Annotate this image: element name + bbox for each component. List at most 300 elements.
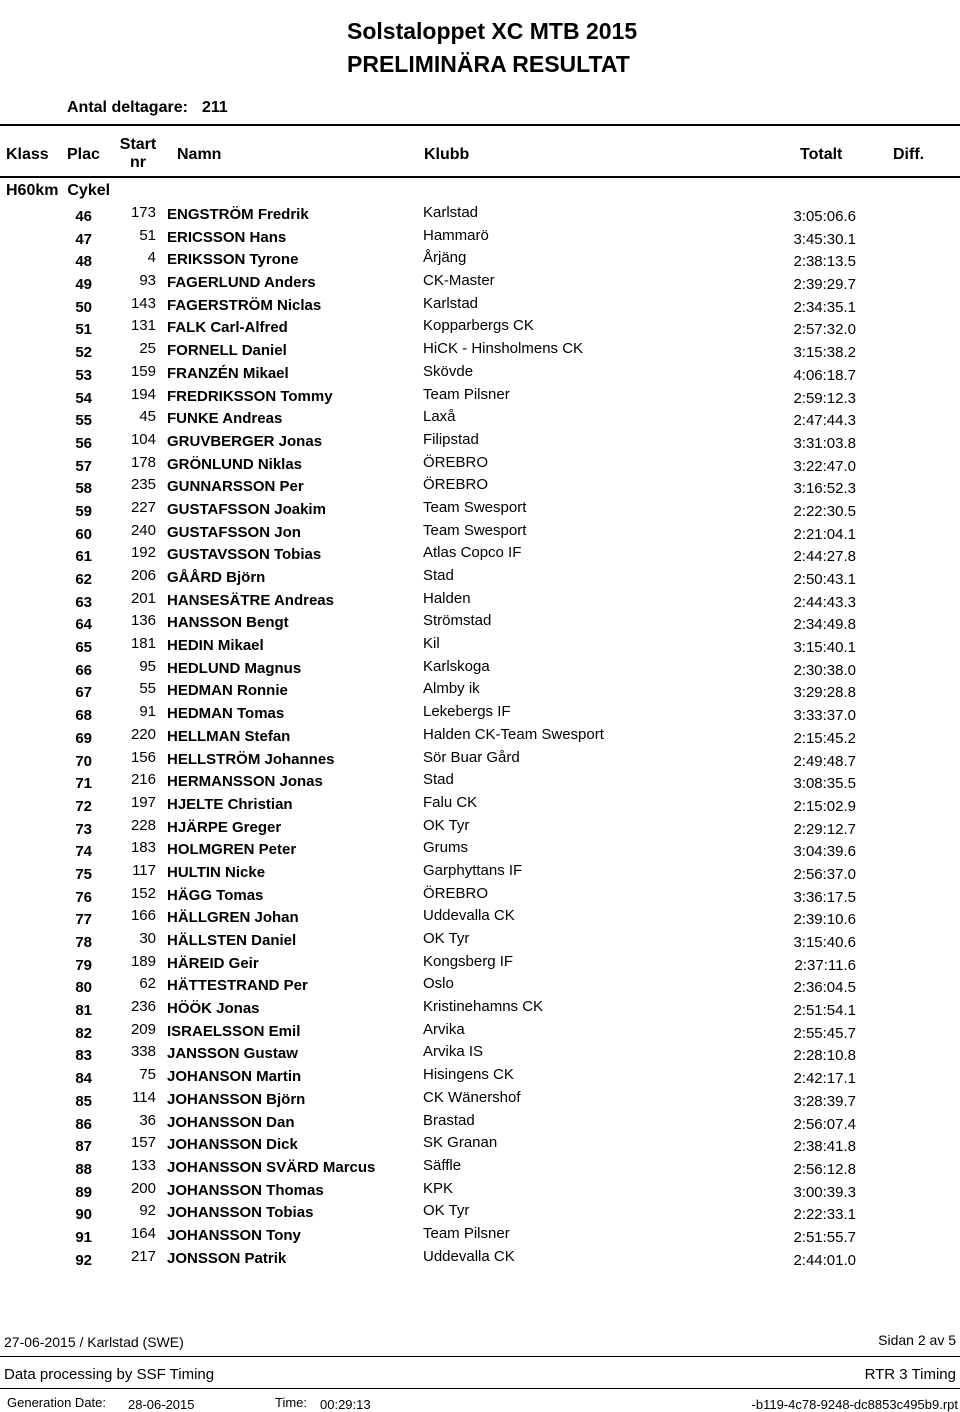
result-start-nr: 181 (130, 635, 156, 653)
result-total-time: 2:51:55.7 (793, 1228, 856, 1246)
result-club: Karlstad (423, 204, 479, 221)
result-name: FAGERLUND Anders (167, 274, 316, 292)
result-name: ERICSSON Hans (167, 228, 287, 246)
result-place: 48 (75, 253, 92, 271)
result-total-time: 2:55:45.7 (793, 1024, 856, 1042)
result-total-time: 2:38:41.8 (793, 1138, 856, 1156)
result-club: Stad (423, 771, 454, 789)
result-place: 65 (75, 639, 92, 657)
result-name: JOHANSON Martin (167, 1068, 302, 1086)
result-start-nr: 206 (130, 567, 156, 584)
result-name: FREDRIKSSON Tommy (167, 387, 333, 405)
result-name: HANSSON Bengt (167, 614, 289, 632)
result-start-nr: 55 (139, 680, 156, 698)
result-club: Hisingens CK (423, 1066, 514, 1084)
table-row (0, 1180, 960, 1203)
result-start-nr: 62 (139, 975, 156, 993)
result-start-nr: 220 (130, 725, 156, 743)
result-place: 91 (75, 1228, 92, 1246)
result-start-nr: 104 (130, 430, 156, 448)
result-place: 81 (75, 1002, 92, 1020)
col-header-start-nr (118, 136, 158, 172)
result-club: Team Pilsner (423, 1224, 510, 1242)
result-name: GRÖNLUND Niklas (167, 455, 303, 473)
result-place: 84 (75, 1070, 92, 1088)
race-title: Solstaloppet XC MTB 2015 (347, 18, 638, 44)
result-place: 90 (75, 1206, 92, 1224)
result-start-nr: 152 (130, 884, 156, 902)
table-row (0, 1112, 960, 1135)
result-club: Stad (423, 567, 454, 584)
table-row (0, 204, 960, 227)
table-row (0, 499, 960, 522)
result-club: Uddevalla CK (423, 1247, 515, 1265)
result-start-nr: 114 (132, 1088, 156, 1106)
result-total-time: 2:21:04.1 (793, 525, 856, 543)
result-club: Arvika (423, 1020, 465, 1038)
result-club: Oslo (423, 975, 454, 993)
result-club: Årjäng (423, 249, 467, 267)
result-start-nr: 117 (132, 861, 156, 879)
result-club: Karlstad (423, 294, 479, 312)
result-club: Falu CK (423, 793, 478, 811)
result-name: FAGERSTRÖM Niclas (167, 296, 322, 314)
result-start-nr: 131 (130, 317, 156, 335)
result-total-time: 2:36:04.5 (793, 979, 856, 997)
result-club: ÖREBRO (423, 884, 489, 902)
result-name: JOHANSSON Thomas (167, 1181, 324, 1199)
result-name: ERIKSSON Tyrone (167, 251, 299, 269)
result-place: 63 (75, 593, 92, 611)
result-total-time: 3:00:39.3 (793, 1183, 856, 1201)
result-start-nr: 25 (139, 340, 156, 358)
result-place: 80 (75, 979, 92, 997)
result-club: Skövde (423, 362, 474, 380)
result-start-nr: 157 (130, 1134, 156, 1152)
result-total-time: 2:47:44.3 (793, 412, 856, 430)
result-club: Sör Buar Gård (423, 748, 520, 766)
result-club: Kopparbergs CK (423, 317, 534, 335)
result-total-time: 3:15:40.6 (793, 934, 856, 951)
result-place: 72 (75, 797, 92, 815)
result-total-time: 2:22:30.5 (793, 502, 856, 520)
result-total-time: 2:15:45.2 (793, 729, 856, 747)
result-place: 75 (75, 865, 92, 883)
result-place: 73 (75, 820, 92, 838)
result-total-time: 2:28:10.8 (793, 1047, 856, 1065)
result-start-nr: 200 (130, 1179, 156, 1197)
result-total-time: 3:15:40.1 (793, 639, 856, 657)
result-name: JONSSON Patrik (167, 1249, 287, 1267)
result-name: ENGSTRÖM Fredrik (167, 206, 309, 223)
result-club: Almby ik (423, 680, 480, 698)
table-row (0, 907, 960, 930)
table-row (0, 1157, 960, 1180)
result-place: 88 (75, 1160, 92, 1178)
result-start-nr: 178 (130, 453, 156, 471)
col-header-plac: Plac (67, 146, 100, 163)
result-place: 83 (75, 1047, 92, 1065)
footer-rule-bottom (0, 1388, 960, 1389)
result-place: 47 (75, 230, 92, 248)
table-row (0, 340, 960, 363)
result-club: Brastad (423, 1111, 475, 1129)
table-row (0, 295, 960, 318)
table-row (0, 839, 960, 862)
table-row (0, 885, 960, 908)
result-place: 68 (75, 707, 92, 725)
result-start-nr: 143 (130, 294, 156, 312)
result-name: FALK Carl-Alfred (167, 319, 288, 337)
result-start-nr: 189 (130, 952, 156, 970)
result-place: 89 (75, 1183, 92, 1201)
result-place: 52 (75, 344, 92, 362)
table-row (0, 794, 960, 817)
result-place: 71 (75, 775, 92, 793)
result-start-nr: 228 (130, 816, 156, 834)
result-start-nr: 164 (130, 1224, 156, 1242)
result-club: Kristinehamns CK (423, 998, 544, 1016)
footer-rule-top (0, 1356, 960, 1357)
result-total-time: 3:15:38.2 (793, 344, 856, 362)
result-start-nr: 235 (130, 476, 156, 494)
table-row (0, 227, 960, 250)
result-place: 56 (75, 434, 92, 452)
result-name: JANSSON Gustaw (167, 1045, 298, 1063)
page-number: Sidan 2 av 5 (878, 1332, 956, 1348)
participants-count: 211 (202, 99, 228, 116)
result-name: HEDIN Mikael (167, 637, 264, 655)
table-row (0, 408, 960, 431)
col-header-klubb: Klubb (424, 146, 470, 163)
table-row (0, 522, 960, 545)
result-club: ÖREBRO (423, 476, 489, 494)
table-row (0, 454, 960, 477)
result-name: FUNKE Andreas (167, 410, 283, 428)
result-start-nr: 201 (130, 589, 156, 607)
result-total-time: 3:45:30.1 (793, 230, 856, 248)
table-row (0, 1021, 960, 1044)
result-club: CK Wänershof (423, 1088, 521, 1106)
result-place: 92 (75, 1251, 92, 1269)
result-start-nr: 240 (130, 521, 156, 539)
result-name: HJELTE Christian (167, 795, 293, 813)
result-start-nr: 338 (130, 1043, 156, 1061)
results-table (0, 204, 960, 1270)
generation-date-value: 28-06-2015 (128, 1397, 195, 1412)
result-place: 62 (75, 571, 92, 588)
col-header-start: Start (119, 136, 157, 153)
result-place: 61 (75, 548, 92, 566)
result-start-nr: 91 (139, 703, 156, 721)
result-club: ÖREBRO (423, 453, 489, 471)
result-name: JOHANSSON Björn (167, 1090, 306, 1108)
table-row (0, 249, 960, 272)
result-name: GUSTAFSSON Jon (167, 523, 301, 541)
result-name: HÖÖK Jonas (167, 1000, 260, 1018)
result-place: 74 (75, 843, 92, 861)
result-name: HOLMGREN Peter (167, 841, 297, 859)
table-row (0, 1066, 960, 1089)
result-start-nr: 45 (139, 408, 156, 426)
result-club: Arvika IS (423, 1043, 484, 1061)
result-start-nr: 92 (139, 1202, 156, 1220)
result-name: JOHANSSON Tony (167, 1226, 301, 1244)
result-total-time: 3:36:17.5 (793, 888, 856, 906)
result-place: 85 (75, 1092, 92, 1110)
result-start-nr: 133 (130, 1156, 156, 1174)
result-place: 46 (75, 208, 92, 225)
result-start-nr: 30 (139, 930, 156, 947)
result-total-time: 2:56:12.8 (793, 1160, 856, 1178)
participants-label: Antal deltagare: (67, 99, 188, 116)
result-club: Team Pilsner (423, 385, 510, 403)
result-name: GUSTAFSSON Joakim (167, 500, 326, 518)
result-name: HÄTTESTRAND Per (167, 977, 308, 995)
result-club: Atlas Copco IF (423, 544, 522, 562)
result-total-time: 2:15:02.9 (793, 797, 856, 815)
table-row (0, 635, 960, 658)
table-row (0, 317, 960, 340)
result-club: KPK (423, 1179, 454, 1197)
result-name: HÄREID Geir (167, 954, 259, 972)
table-row (0, 930, 960, 953)
result-start-nr: 93 (139, 272, 156, 290)
result-total-time: 2:59:12.3 (793, 389, 856, 407)
result-start-nr: 75 (139, 1066, 156, 1084)
result-name: JOHANSSON Dan (167, 1113, 295, 1131)
result-name: FORNELL Daniel (167, 342, 287, 360)
result-total-time: 2:38:13.5 (793, 253, 856, 271)
table-row (0, 658, 960, 681)
result-total-time: 3:31:03.8 (793, 434, 856, 452)
result-name: HELLMAN Stefan (167, 727, 291, 745)
result-total-time: 2:30:38.0 (793, 661, 856, 679)
result-place: 78 (75, 934, 92, 951)
result-total-time: 2:34:49.8 (793, 616, 856, 634)
table-row (0, 272, 960, 295)
result-name: GUNNARSSON Per (167, 478, 304, 496)
result-name: HEDMAN Tomas (167, 705, 285, 723)
result-place: 53 (75, 366, 92, 384)
result-name: HELLSTRÖM Johannes (167, 750, 335, 768)
result-place: 79 (75, 956, 92, 974)
result-club: CK-Master (423, 272, 495, 290)
event-date-place: 27-06-2015 / Karlstad (SWE) (4, 1334, 184, 1350)
table-row (0, 476, 960, 499)
result-total-time: 2:50:43.1 (793, 571, 856, 588)
result-club: Karlskoga (423, 657, 490, 675)
table-row (0, 567, 960, 590)
result-total-time: 2:44:27.8 (793, 548, 856, 566)
result-club: Team Swesport (423, 521, 527, 539)
result-start-nr: 4 (147, 249, 156, 267)
result-name: HERMANSSON Jonas (167, 773, 323, 791)
table-row (0, 771, 960, 794)
result-total-time: 3:08:35.5 (793, 775, 856, 793)
col-header-diff: Diff. (893, 146, 925, 163)
table-row (0, 1089, 960, 1112)
result-total-time: 3:16:52.3 (793, 480, 856, 498)
result-club: Kil (423, 635, 440, 653)
result-place: 70 (75, 752, 92, 770)
result-start-nr: 36 (139, 1111, 156, 1129)
result-place: 67 (75, 684, 92, 702)
result-place: 57 (75, 457, 92, 475)
result-total-time: 2:34:35.1 (793, 298, 856, 316)
result-place: 59 (75, 502, 92, 520)
table-row (0, 1202, 960, 1225)
generation-date-label: Generation Date: (7, 1395, 107, 1410)
result-start-nr: 156 (130, 748, 156, 766)
table-row (0, 386, 960, 409)
result-total-time: 3:33:37.0 (793, 707, 856, 725)
result-club: Strömstad (423, 612, 492, 630)
col-header-totalt: Totalt (800, 146, 843, 163)
result-name: ISRAELSSON Emil (167, 1022, 301, 1040)
result-name: HÄLLSTEN Daniel (167, 932, 297, 949)
result-total-time: 2:56:37.0 (793, 865, 856, 883)
report-file-id: -b119-4c78-9248-dc8853c495b9.rpt (751, 1397, 958, 1412)
table-row (0, 998, 960, 1021)
class-group-heading: H60km Cykel (6, 182, 111, 199)
result-total-time: 2:49:48.7 (793, 752, 856, 770)
result-start-nr: 183 (130, 839, 156, 857)
result-name: JOHANSSON SVÄRD Marcus (167, 1158, 376, 1176)
header-rule-bottom (0, 176, 960, 178)
result-club: HiCK - Hinsholmens CK (423, 340, 584, 358)
result-total-time: 2:44:01.0 (793, 1251, 856, 1269)
table-row (0, 703, 960, 726)
result-club: Lekebergs IF (423, 703, 511, 721)
result-place: 51 (75, 321, 92, 339)
result-name: HÄGG Tomas (167, 886, 264, 904)
result-place: 76 (75, 888, 92, 906)
table-row (0, 953, 960, 976)
result-total-time: 2:37:11.6 (794, 956, 856, 974)
result-name: HULTIN Nicke (167, 863, 266, 881)
result-name: GUSTAVSSON Tobias (167, 546, 322, 564)
result-start-nr: 227 (130, 498, 156, 516)
result-club: Laxå (423, 408, 456, 426)
col-header-klass: Klass (6, 146, 49, 163)
result-place: 64 (75, 616, 92, 634)
table-row (0, 726, 960, 749)
result-club: Filipstad (423, 430, 479, 448)
time-label: Time: (275, 1395, 308, 1410)
result-club: Säffle (423, 1156, 462, 1174)
result-club: Hammarö (423, 226, 489, 244)
result-total-time: 2:44:43.3 (793, 593, 856, 611)
table-row (0, 817, 960, 840)
col-header-namn: Namn (177, 146, 222, 163)
result-start-nr: 136 (130, 612, 156, 630)
result-place: 69 (75, 729, 92, 747)
table-row (0, 749, 960, 772)
result-start-nr: 166 (130, 907, 156, 925)
result-start-nr: 209 (130, 1020, 156, 1038)
result-place: 49 (75, 276, 92, 294)
result-place: 55 (75, 412, 92, 430)
result-name: GRUVBERGER Jonas (167, 432, 323, 450)
result-start-nr: 194 (130, 385, 156, 403)
result-name: JOHANSSON Tobias (167, 1204, 314, 1222)
result-start-nr: 197 (130, 793, 156, 811)
table-row (0, 1248, 960, 1271)
result-place: 60 (75, 525, 92, 543)
result-club: OK Tyr (423, 1202, 470, 1220)
header-rule-top (0, 124, 960, 126)
table-row (0, 363, 960, 386)
data-processing-credit: Data processing by SSF Timing (4, 1366, 215, 1383)
result-total-time: 2:39:10.6 (793, 911, 856, 929)
table-row (0, 1225, 960, 1248)
result-total-time: 3:29:28.8 (793, 684, 856, 702)
result-total-time: 2:39:29.7 (793, 276, 856, 294)
result-total-time: 2:29:12.7 (793, 820, 856, 838)
result-name: HANSESÄTRE Andreas (167, 591, 334, 609)
result-club: Halden (423, 589, 471, 607)
table-row (0, 1043, 960, 1066)
software-name: RTR 3 Timing (864, 1366, 956, 1383)
result-name: HÄLLGREN Johan (167, 909, 299, 927)
time-value: 00:29:13 (320, 1397, 371, 1412)
result-place: 50 (75, 298, 92, 316)
result-club: Team Swesport (423, 498, 527, 516)
result-start-nr: 95 (139, 657, 156, 675)
result-total-time: 3:05:06.6 (793, 208, 856, 225)
result-place: 58 (75, 480, 92, 498)
result-total-time: 2:57:32.0 (793, 321, 856, 339)
result-club: Grums (423, 839, 468, 857)
results-subtitle: PRELIMINÄRA RESULTAT (347, 51, 630, 77)
result-club: Halden CK-Team Swesport (423, 725, 604, 743)
result-name: HEDLUND Magnus (167, 659, 302, 677)
result-place: 82 (75, 1024, 92, 1042)
result-club: Kongsberg IF (423, 952, 514, 970)
result-name: GÅÅRD Björn (167, 569, 266, 586)
result-start-nr: 159 (130, 362, 156, 380)
result-total-time: 3:04:39.6 (793, 843, 856, 861)
table-row (0, 975, 960, 998)
col-header-nr: nr (130, 154, 146, 171)
result-start-nr: 217 (130, 1247, 156, 1265)
result-club: OK Tyr (423, 930, 470, 947)
result-club: OK Tyr (423, 816, 470, 834)
table-row (0, 1134, 960, 1157)
result-place: 66 (75, 661, 92, 679)
result-place: 86 (75, 1115, 92, 1133)
result-total-time: 3:22:47.0 (793, 457, 856, 475)
result-name: FRANZÉN Mikael (167, 364, 289, 382)
result-name: HJÄRPE Greger (167, 818, 282, 836)
result-club: SK Granan (423, 1134, 498, 1152)
table-row (0, 862, 960, 885)
table-row (0, 544, 960, 567)
result-total-time: 2:42:17.1 (793, 1070, 856, 1088)
result-total-time: 2:22:33.1 (793, 1206, 856, 1224)
result-start-nr: 192 (130, 544, 156, 562)
result-start-nr: 51 (139, 226, 156, 244)
result-name: HEDMAN Ronnie (167, 682, 288, 700)
table-row (0, 431, 960, 454)
result-name: JOHANSSON Dick (167, 1136, 298, 1154)
result-place: 54 (75, 389, 92, 407)
result-total-time: 4:06:18.7 (793, 366, 856, 384)
result-total-time: 2:51:54.1 (793, 1002, 856, 1020)
result-place: 77 (75, 911, 92, 929)
result-place: 87 (75, 1138, 92, 1156)
